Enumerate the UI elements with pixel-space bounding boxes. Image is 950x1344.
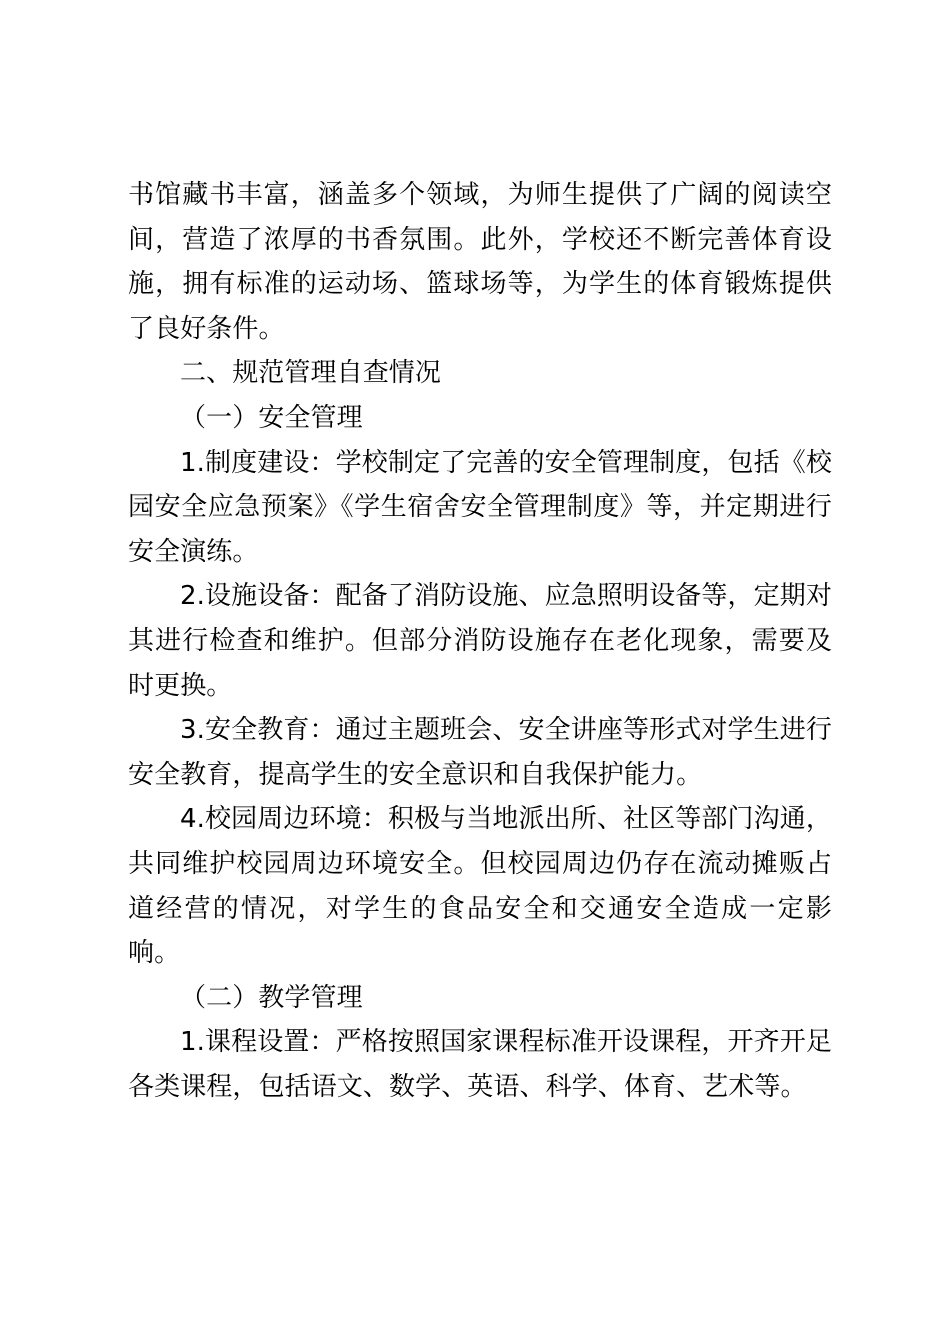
heading-safety-management: （一）安全管理: [180, 402, 363, 433]
paragraph-campus-surroundings: 4.校园周边环境：积极与当地派出所、社区等部门沟通，共同维护校园周边环境安全。但校园周边仍存在流动摊贩占道经营的情况，对学生的食品安全和交通安全造成一定影响。: [128, 804, 832, 969]
heading-teaching-management: （二）教学管理: [180, 982, 363, 1013]
paragraph-safety-facilities: 2.设施设备：配备了消防设施、应急照明设备等，定期对其进行检查和维护。但部分消防设施存在老化现象，需要及时更换。: [128, 581, 832, 701]
paragraph-library-facilities: 书馆藏书丰富，涵盖多个领域，为师生提供了广阔的阅读空间，营造了浓厚的书香氛围。此外，学校还不断完善体育设施，拥有标准的运动场、篮球场等，为学生的体育锻炼提供了良好条件。: [128, 180, 832, 344]
paragraph-curriculum: 1.课程设置：严格按照国家课程标准开设课程，开齐开足各类课程，包括语文、数学、英语、科学、体育、艺术等。: [128, 1027, 832, 1102]
heading-section-2: 二、规范管理自查情况: [180, 358, 442, 389]
document-page: [128, 173, 832, 1109]
paragraph-safety-education: 3.安全教育：通过主题班会、安全讲座等形式对学生进行安全教育，提高学生的安全意识和自我保护能力。: [128, 715, 832, 790]
paragraph-safety-system: 1.制度建设：学校制定了完善的安全管理制度，包括《校园安全应急预案》《学生宿舍安全管理制度》等，并定期进行安全演练。: [128, 447, 832, 567]
